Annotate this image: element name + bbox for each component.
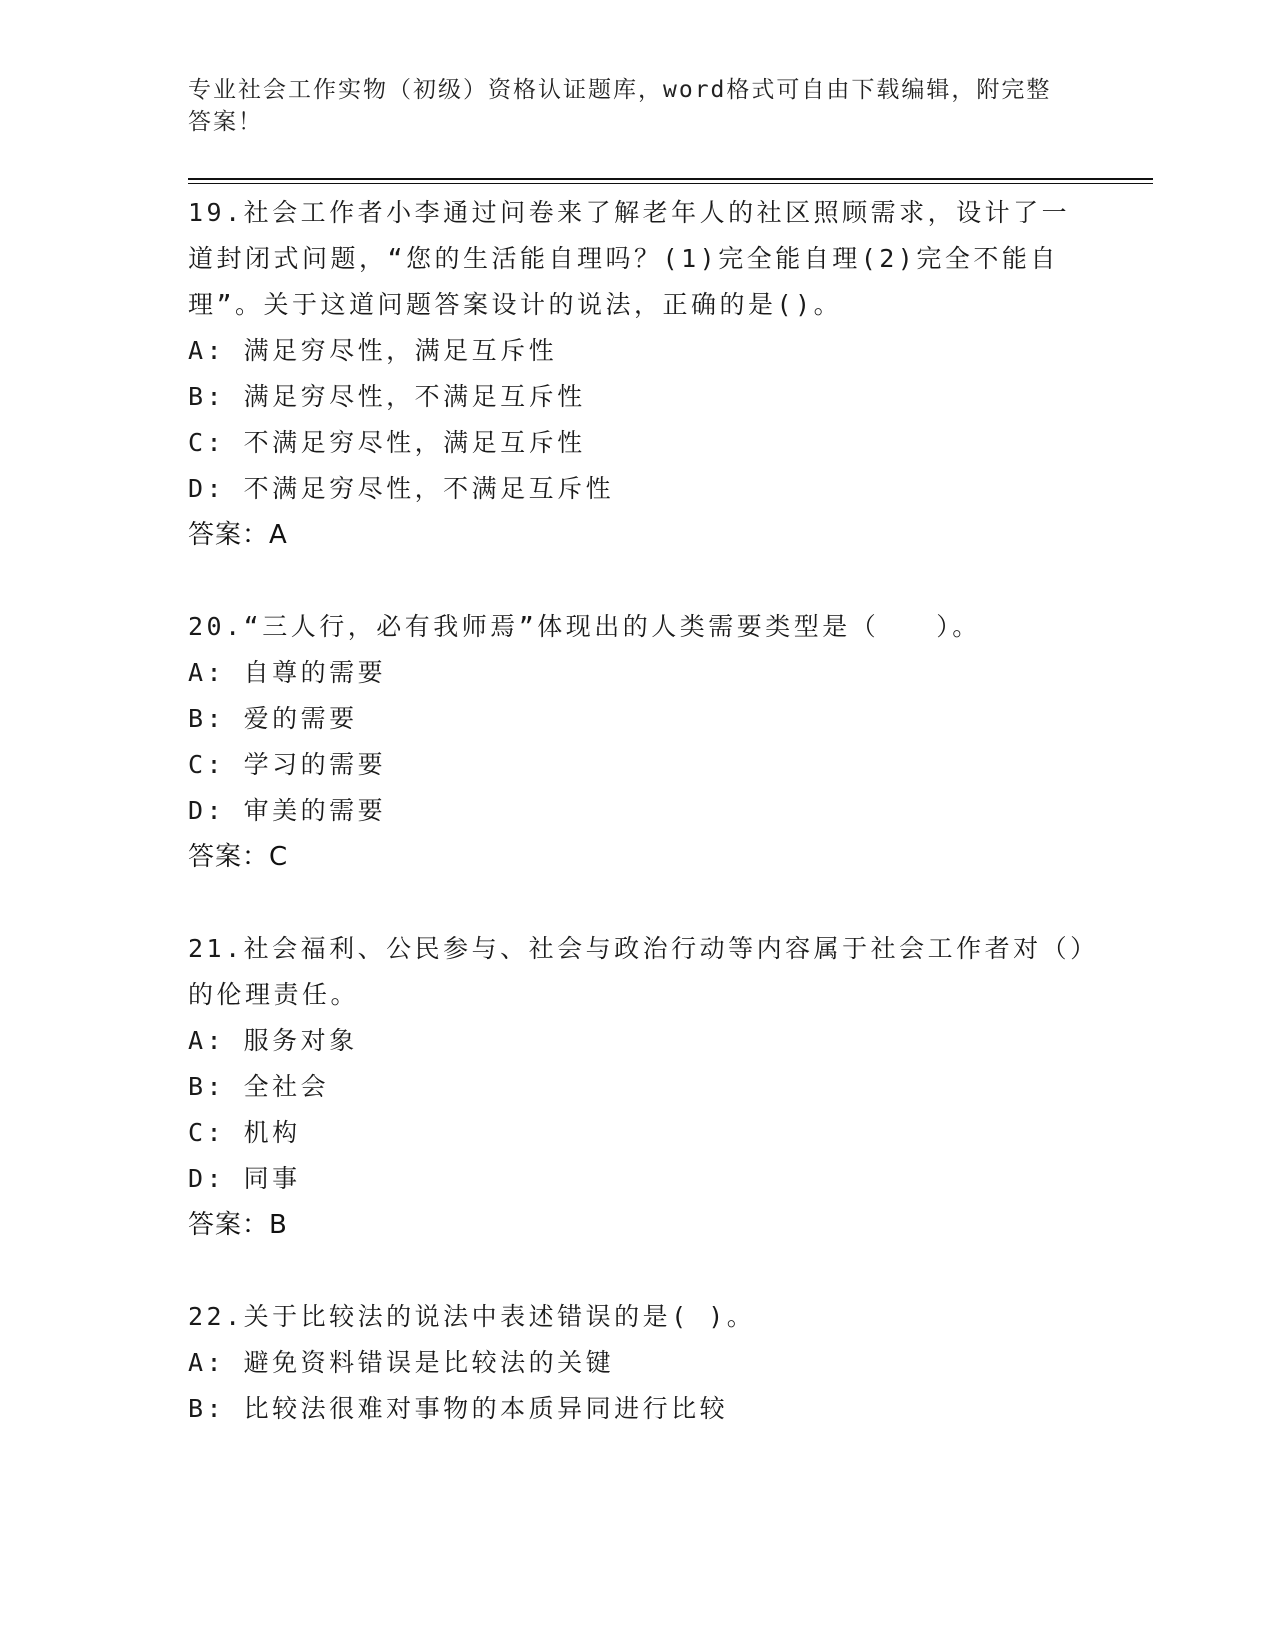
option-a: A: 服务对象 (188, 1026, 358, 1055)
option-c: C: 机构 (188, 1118, 301, 1147)
option-c: C: 学习的需要 (188, 750, 387, 779)
header-divider-thick (188, 178, 1153, 180)
question-list (188, 190, 1088, 1432)
option-b: B: 满足穷尽性，不满足互斥性 (188, 382, 586, 411)
option-d: D: 审美的需要 (188, 796, 387, 825)
question-spacer (188, 880, 1088, 926)
question-19 (188, 190, 1088, 558)
header-divider-thin (188, 183, 1153, 184)
question-20 (188, 604, 1088, 880)
option-c: C: 不满足穷尽性，满足互斥性 (188, 428, 586, 457)
answer-line: 答案：A (188, 520, 288, 550)
question-spacer (188, 558, 1088, 604)
question-stem: 19.社会工作者小李通过问卷来了解老年人的社区照顾需求，设计了一道封闭式问题，“您的生活能自理吗？(1)完全能自理(2)完全不能自理”。关于这道问题答案设计的说法，正确的是()。 (188, 198, 1071, 319)
option-b: B: 全社会 (188, 1072, 330, 1101)
question-22 (188, 1294, 1088, 1432)
document-header: 专业社会工作实物（初级）资格认证题库，word格式可自由下载编辑，附完整答案！ (188, 77, 1052, 135)
option-b: B: 比较法很难对事物的本质异同进行比较 (188, 1394, 729, 1423)
option-a: A: 避免资料错误是比较法的关键 (188, 1348, 615, 1377)
option-a: A: 自尊的需要 (188, 658, 387, 687)
question-21 (188, 926, 1088, 1248)
option-d: D: 同事 (188, 1164, 301, 1193)
option-b: B: 爱的需要 (188, 704, 358, 733)
question-stem: 22.关于比较法的说法中表述错误的是( )。 (188, 1302, 756, 1331)
option-a: A: 满足穷尽性，满足互斥性 (188, 336, 558, 365)
question-stem: 20.“三人行，必有我师焉”体现出的人类需要类型是（ ）。 (188, 612, 981, 641)
answer-line: 答案：C (188, 842, 289, 872)
question-spacer (188, 1248, 1088, 1294)
answer-line: 答案：B (188, 1210, 288, 1240)
question-stem: 21.社会福利、公民参与、社会与政治行动等内容属于社会工作者对（）的伦理责任。 (188, 934, 1087, 1009)
option-d: D: 不满足穷尽性，不满足互斥性 (188, 474, 615, 503)
